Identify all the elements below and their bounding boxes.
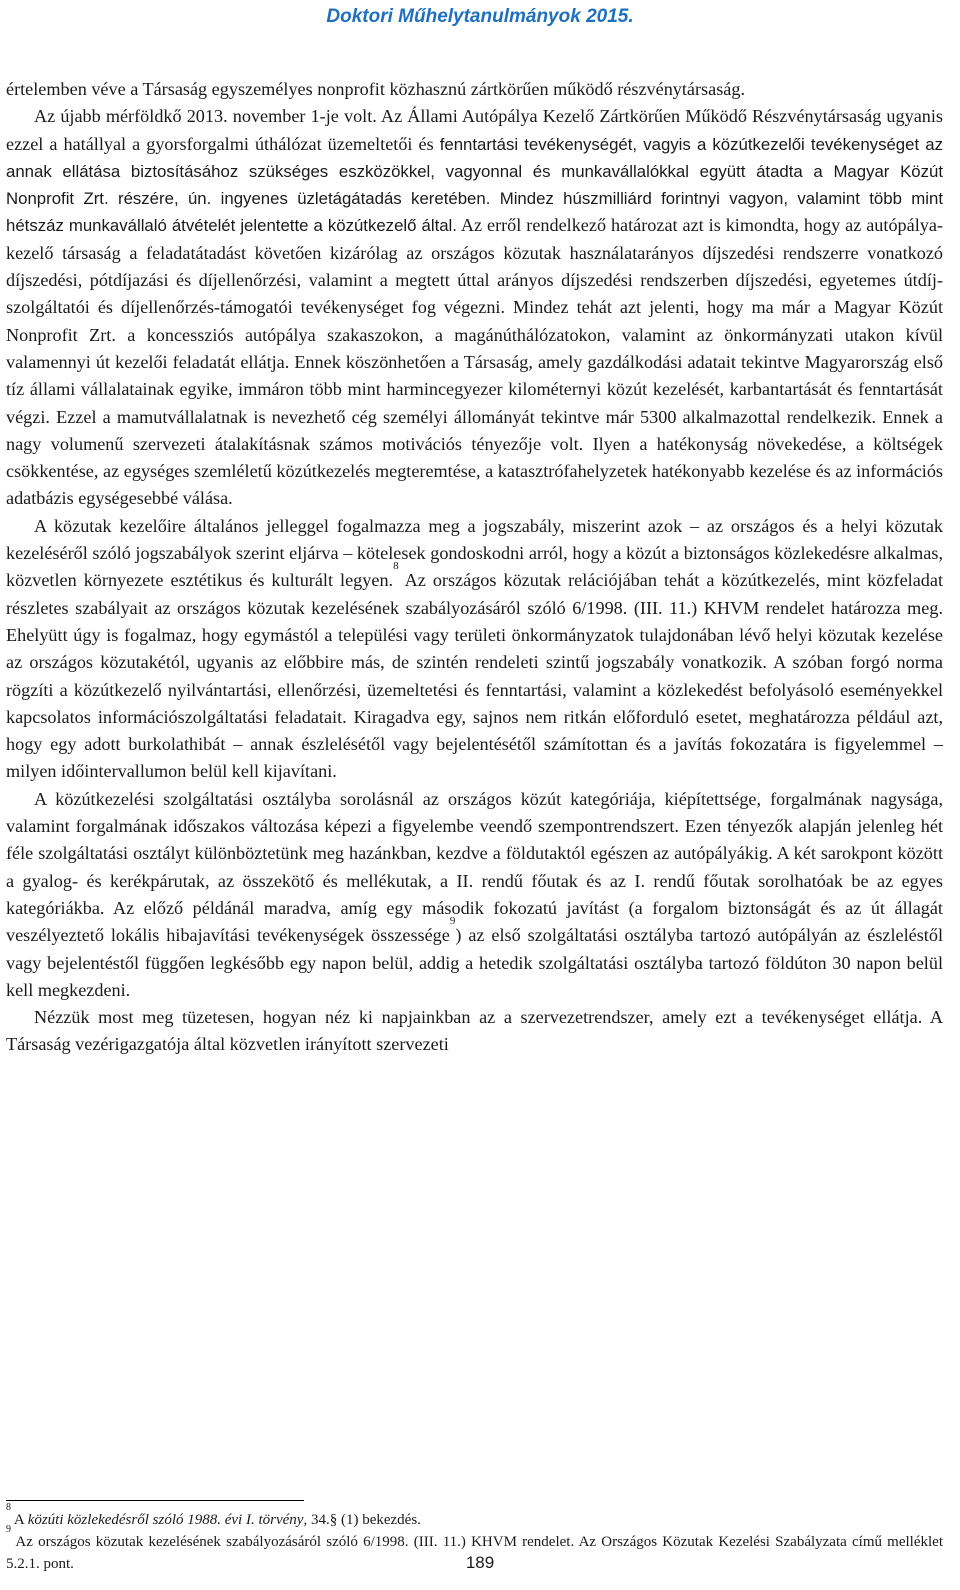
footnote-text: Az országos közutak kezelésének szabályozásáról szóló 6/1998. (III. 11.) KHVM rendelet. Az Országos Közutak Kezelési Szabályzata című melléklet 5.2.1. pont. [6, 1534, 943, 1572]
paragraph-2-part-a: Az újabb mérföldkő 2013. november 1-je volt. Az Állami Autópálya Kezelő Zártkörűen Működő Részvénytársaság ugyanis ezzel a hatállyal a gyorsforgalmi úthálózat üzemeltetői és [6, 106, 943, 154]
paragraph-3-part-b: Az országos közutak relációjában tehát a közútkezelés, mint közfeladat részletes szabályait az országos közutak kezelésének szabályozásáról szóló 6/1998. (III. 11.) KHVM rendelet határozza meg. Ehelyütt úgy is fogalmaz, hogy egymástól a települési vagy területi önkormányzatok tulajdonában lévő helyi közutak kezelése az országos közutakétól, ugyanis az előbbire más, de szintén rendeleti szintű jogszabály vonatkozik. A szóban forgó norma rögzíti a közútkezelő nyilvántartási, ellenőrzési, üzemeltetési és fenntartási, valamint a közlekedést befolyásoló eseményekkel kapcsolatos információszolgáltatási feladatait. Kiragadva egy, sajnos nem ritkán előforduló esetet, meghatározza például azt, hogy egy adott burkolathibát – annak észlelésétől vagy bejelentésétől számítottan és a javítás fokozatára is figyelemmel – milyen időintervallumon belül kell kijavítani. [6, 570, 943, 782]
paragraph-5: Nézzük most meg tüzetesen, hogyan néz ki napjainkban az a szervezetrendszer, amely ezt a tevékenységet ellátja. A Társaság vezérigazgatója által közvetlen irányított szervezeti [6, 1007, 943, 1055]
footnote-text: , 34.§ (1) bekezdés. [303, 1512, 421, 1528]
paragraph-4 [6, 786, 943, 1004]
paragraph-2-part-b: Az erről rendelkező határozat azt is kimondta, hogy az autópálya-kezelő társaság a feladatátadást követően kizárólag az országos közutak használatarányos díjszedési rendszerre vonatkozó díjszedési, pótdíjazási és díjellenőrzési, valamint a megtett úttal arányos díjszedési rendszerben díjszedési, egyetemes útdíj-szolgáltatói és díjellenőrzés-támogatói tevékenységet fog végezni. Mindez tehát azt jelenti, hogy ma már a Magyar Közút Nonprofit Zrt. a koncessziós autópálya szakaszokon, a magánúthálózatokon, valamint az önkormányzati utakon kívül valamennyi út kezelői feladatát ellátja. Ennek köszönhetően a Társaság, amely gazdálkodási adatait tekintve Magyarország első tíz állami vállalatainak egyike, immáron több mint harmincegyezer kilométernyi közút kezelését, karbantartását és fenntartását végzi. Ezzel a mamutvállalatnak is nevezhető cég személyi állományát tekintve már 5300 alkalmazottal rendelkezik. Ennek a nagy volumenű szervezeti átalakításnak számos motivációs tényezője volt. Ilyen a hatékonyság növekedése, a költségek csökkentése, az egységes szemléletű közútkezelés megteremtése, a katasztrófahelyzetek hatékonyabb kezelése és az információs adatbázis egységesebbé válása. [6, 215, 943, 509]
main-text [6, 76, 943, 1059]
footnote-number: 8 [6, 1502, 11, 1513]
paragraph-4-part-b: ) az első szolgáltatási osztályba tartozó autópályán az észleléstől vagy bejelentéstől függően legkésőbb egy napon belül, addig a hetedik szolgáltatási osztályba tartozó földúton 30 napon belül kell megkezdeni. [6, 925, 944, 1000]
footnote-number: 9 [6, 1524, 11, 1535]
paragraph-2 [6, 103, 943, 512]
paragraph-3-part-a: A közutak kezelőire általános jelleggel fogalmazza meg a jogszabály, miszerint azok – az országos és a helyi közutak kezeléséről szóló jogszabályok szerint eljárva – kötelesek gondoskodni arról, hogy a közút a biztonságos közlekedésre alkalmas, közvetlen környezete esztétikus és kulturált legyen. [6, 515, 943, 591]
paragraph-1: értelemben véve a Társaság egyszemélyes nonprofit közhasznú zártkörűen működő részvénytársaság. [6, 79, 746, 99]
footnote-text: A [11, 1512, 28, 1528]
footnote-ref-8[interactable]: 8 [393, 560, 399, 573]
footnote-8 [6, 1502, 943, 1531]
paragraph-3 [6, 513, 943, 786]
footnote-law-title: közúti közlekedésről szóló 1988. évi I. törvény [27, 1512, 304, 1528]
footnote-ref-9[interactable]: 9 [449, 915, 456, 928]
paragraph-4-part-a: A közútkezelési szolgáltatási osztályba sorolásnál az országos közút kategóriája, kiépítettsége, forgalmának nagysága, valamint forgalmának időszakos változása képezi a figyelembe veendő szempontrendszert. Ezen tényezők alapján jelenleg hét féle szolgáltatási osztályt különböztetünk meg hazánkban, kezdve a földutaktól egészen az autópályákig. A két sarokpont között a gyalog- és kerékpárutak, az összekötő és mellékutak, a II. rendű főutak és az I. rendű főutak sorolhatóak be az egyes kategóriákba. Az előző példánál maradva, amíg egy második fokozatú javítást (a forgalom biztonságát és az út állagát veszélyeztető lokális hibajavítási tevékenységek összessége [6, 788, 943, 946]
paragraph-2-sans-part: fenntartási tevékenységét, vagyis a közútkezelői tevékenységet az annak ellátása biztosításához szükséges eszközökkel, vagyonnal és munkavállalókkal együtt átadta a Magyar Közút Nonprofit Zrt. részére, ún. ingyenes üzletágátadás keretében. Mindez húszmilliárd forintnyi vagyon, valamint több mint hétszáz munkavállaló átvételét jelentette a közútkezelő által. [6, 134, 943, 236]
page-number: 189 [465, 1553, 495, 1572]
journal-header: Doktori Műhelytanulmányok 2015. [326, 6, 634, 27]
footnote-divider [6, 1500, 304, 1501]
